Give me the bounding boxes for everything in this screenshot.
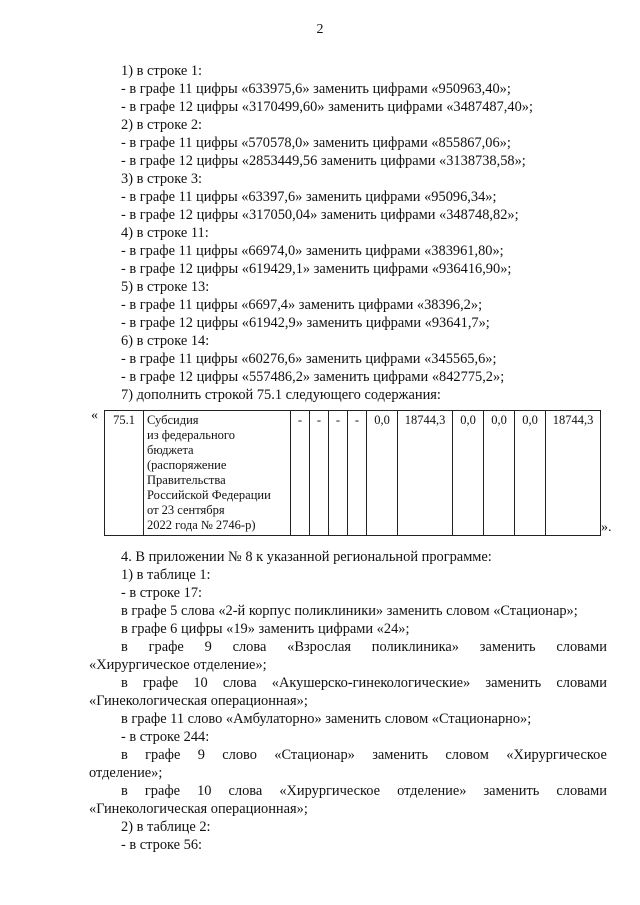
- text-line: в графе 11 слово «Амбулаторно» заменить словом «Стационарно»;: [121, 711, 532, 727]
- text-line: 5) в строке 13:: [121, 279, 210, 295]
- table-quote-close: ».: [601, 520, 612, 535]
- word: графе: [145, 747, 181, 763]
- word: словами: [556, 675, 607, 691]
- row-name-line: Правительства: [147, 473, 226, 487]
- word: слова: [222, 675, 257, 691]
- word: в: [121, 783, 128, 799]
- word: словом: [445, 747, 489, 763]
- continuation-line: «Хирургическое отделение»;: [89, 657, 267, 673]
- text-line: 3) в строке 3:: [121, 171, 203, 187]
- table-cell: -: [329, 411, 348, 536]
- word: графе: [142, 675, 179, 691]
- row-name-line: Российской Федерации: [147, 488, 271, 502]
- text-line: - в строке 56:: [121, 837, 203, 853]
- justified-paragraph: [89, 638, 607, 674]
- word: «Стационар»: [274, 747, 355, 763]
- word: в: [121, 747, 128, 763]
- text-line: - в графе 12 цифры «317050,04» заменить цифрами «348748,82»;: [121, 207, 519, 223]
- word: словами: [556, 639, 607, 655]
- text-line: в графе 5 слова «2-й корпус поликлиники» заменить словом «Стационар»;: [121, 603, 578, 619]
- word: заменить: [485, 675, 542, 691]
- word: «Акушерско-гинекологические»: [271, 675, 471, 691]
- text-line: - в строке 17:: [121, 585, 203, 601]
- word: в: [121, 675, 128, 691]
- text-line: - в графе 12 цифры «2853449,56 заменить цифрами «3138738,58»;: [121, 153, 526, 169]
- page-number: 2: [316, 22, 324, 37]
- text-line: 4) в строке 11:: [121, 225, 209, 241]
- text-line: в графе 6 цифры «19» заменить цифрами «24»;: [121, 621, 410, 637]
- justified-line: [89, 638, 607, 656]
- table-row: [105, 411, 601, 536]
- text-line: - в графе 12 цифры «619429,1» заменить цифрами «936416,90»;: [121, 261, 512, 277]
- word: поликлиника»: [371, 639, 459, 655]
- row-name-line: от 23 сентября: [147, 503, 225, 517]
- row-name-cell: [144, 411, 291, 536]
- justified-paragraph: [89, 674, 607, 710]
- word: «Хирургическое: [506, 747, 607, 763]
- text-line: - в графе 12 цифры «61942,9» заменить цифрами «93641,7»;: [121, 315, 490, 331]
- text-line: - в графе 11 цифры «60276,6» заменить цифрами «345565,6»;: [121, 351, 497, 367]
- table-quote-open: «: [91, 408, 98, 423]
- justified-line: [89, 746, 607, 764]
- table-cell: 0,0: [484, 411, 515, 536]
- section-heading: 4. В приложении № 8 к указанной региональной программе:: [121, 549, 492, 565]
- justified-paragraph: [89, 782, 607, 818]
- word: «Взрослая: [287, 639, 351, 655]
- word: заменить: [483, 783, 540, 799]
- word: графе: [144, 783, 181, 799]
- word: отделение»: [397, 783, 467, 799]
- row-name-line: (распоряжение: [147, 458, 227, 472]
- table-cell: 18744,3: [398, 411, 453, 536]
- text-line: - в графе 11 цифры «63397,6» заменить цифрами «95096,34»;: [121, 189, 497, 205]
- text-line: - в графе 12 цифры «3170499,60» заменить цифрами «3487487,40»;: [121, 99, 533, 115]
- text-line: 2) в строке 2:: [121, 117, 203, 133]
- row-name-line: 2022 года № 2746-р): [147, 518, 256, 532]
- word: заменить: [479, 639, 536, 655]
- word: «Хирургическое: [279, 783, 381, 799]
- word: слова: [228, 783, 263, 799]
- justified-paragraph: [89, 746, 607, 782]
- row-name-line: Субсидия: [147, 413, 199, 427]
- text-line: 2) в таблице 2:: [121, 819, 211, 835]
- table-cell: 0,0: [367, 411, 398, 536]
- word: 10: [193, 675, 208, 691]
- word: 9: [204, 639, 212, 655]
- word: слово: [222, 747, 257, 763]
- text-line: - в графе 12 цифры «557486,2» заменить цифрами «842775,2»;: [121, 369, 505, 385]
- justified-line: [89, 782, 607, 800]
- text-line: 1) в строке 1:: [121, 63, 203, 79]
- word: графе: [148, 639, 184, 655]
- text-line: - в графе 11 цифры «66974,0» заменить цифрами «383961,80»;: [121, 243, 504, 259]
- table-cell: -: [310, 411, 329, 536]
- text-line: 1) в таблице 1:: [121, 567, 211, 583]
- word: словами: [556, 783, 607, 799]
- word: 9: [197, 747, 205, 763]
- table-cell: 0,0: [453, 411, 484, 536]
- table-cell: -: [291, 411, 310, 536]
- word: заменить: [372, 747, 429, 763]
- text-line: 7) дополнить строкой 75.1 следующего содержания:: [121, 387, 441, 403]
- table-cell: 18744,3: [546, 411, 601, 536]
- word: слова: [232, 639, 267, 655]
- word: 10: [197, 783, 212, 799]
- text-line: - в графе 11 цифры «6697,4» заменить цифрами «38396,2»;: [121, 297, 483, 313]
- text-line: 6) в строке 14:: [121, 333, 210, 349]
- word: в: [121, 639, 128, 655]
- row-number-cell: 75.1: [105, 411, 144, 536]
- text-line: - в графе 11 цифры «633975,6» заменить цифрами «950963,40»;: [121, 81, 511, 97]
- row-name-line: бюджета: [147, 443, 194, 457]
- table-cell: -: [348, 411, 367, 536]
- text-line: - в графе 11 цифры «570578,0» заменить цифрами «855867,06»;: [121, 135, 511, 151]
- table-cell: 0,0: [515, 411, 546, 536]
- continuation-line: «Гинекологическая операционная»;: [89, 693, 308, 709]
- text-line: - в строке 244:: [121, 729, 210, 745]
- continuation-line: «Гинекологическая операционная»;: [89, 801, 308, 817]
- inserted-row-table: [104, 410, 601, 536]
- justified-line: [89, 674, 607, 692]
- row-name-line: из федерального: [147, 428, 235, 442]
- continuation-line: отделение»;: [89, 765, 163, 781]
